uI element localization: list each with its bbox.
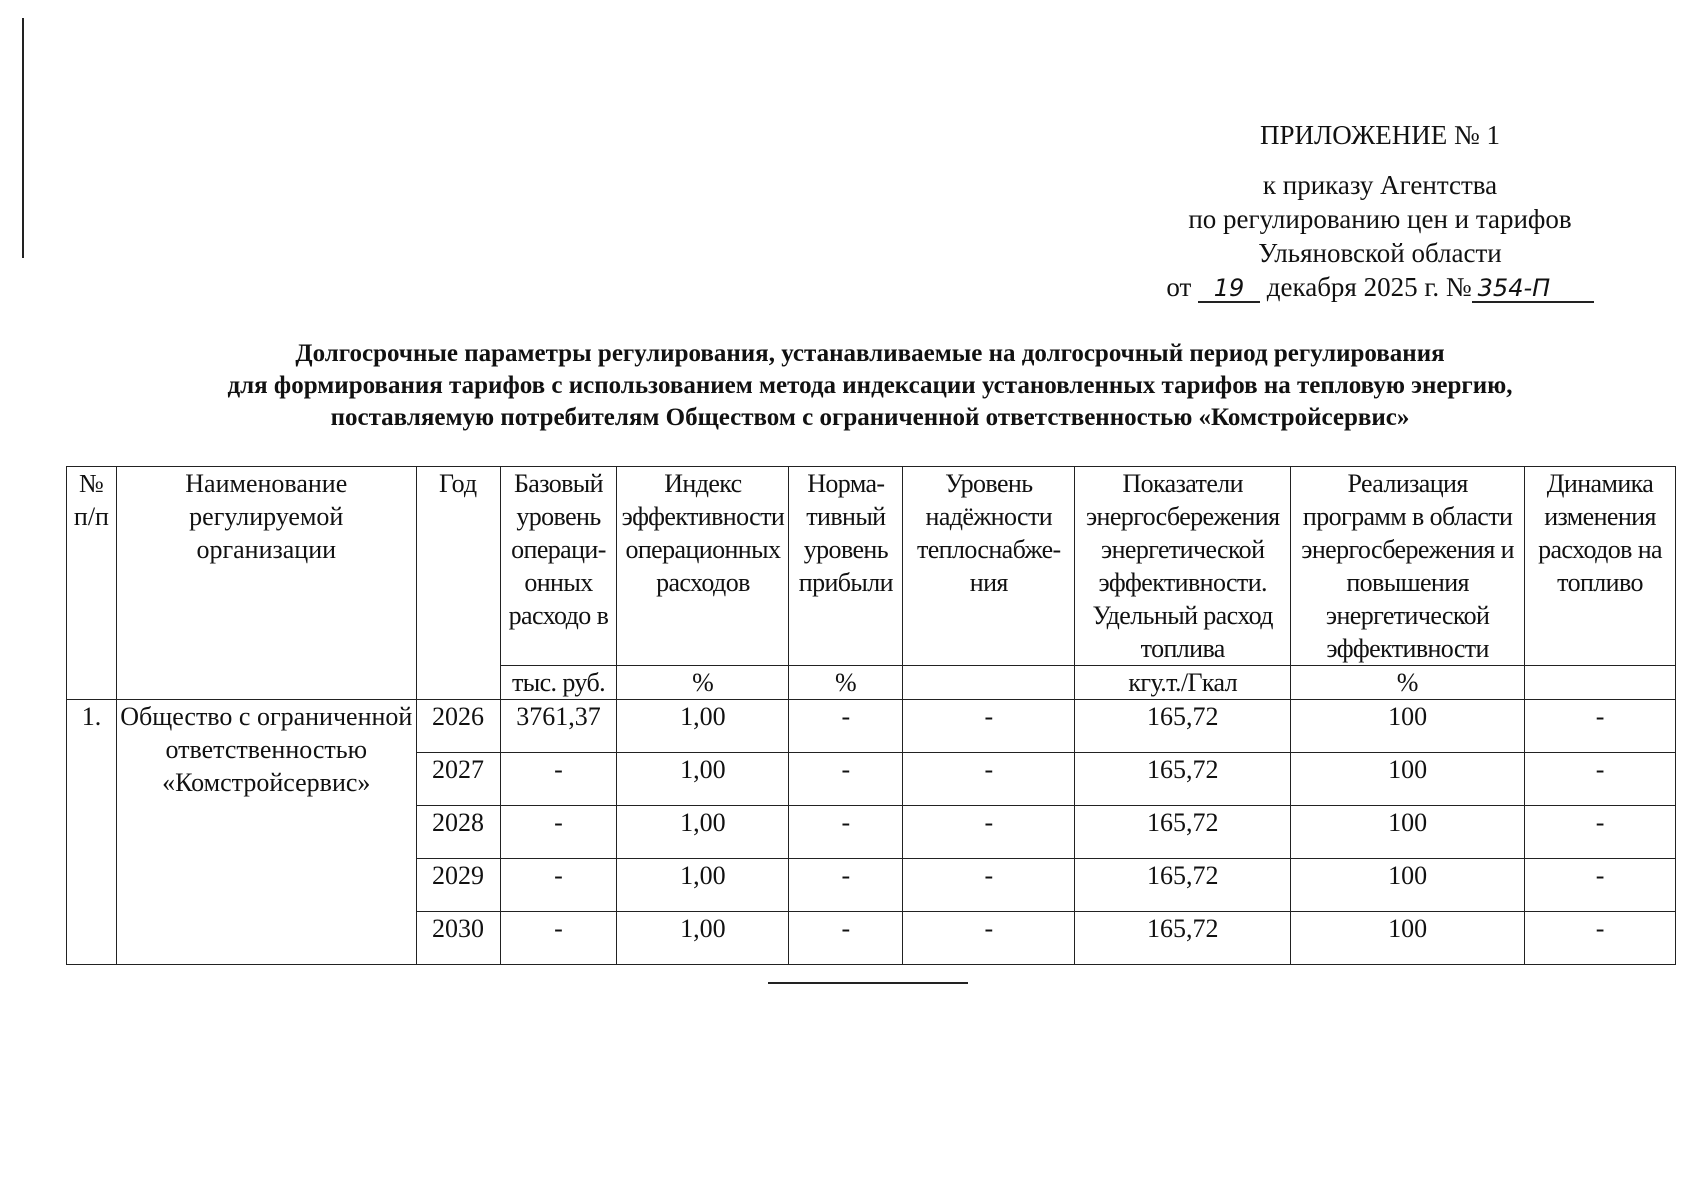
annex-line-1: к приказу Агентства bbox=[1262, 170, 1498, 200]
header-base-opex: Базовый уровень операци-онных расходо в bbox=[500, 467, 617, 666]
cell-profit: - bbox=[789, 753, 903, 806]
cell-base: - bbox=[500, 753, 617, 806]
document-heading bbox=[60, 338, 1680, 434]
unit-fuel-rate: кгу.т./Гкал bbox=[1075, 666, 1291, 700]
cell-dynamics: - bbox=[1525, 700, 1676, 753]
cell-index: 1,00 bbox=[617, 806, 789, 859]
cell-profit: - bbox=[789, 912, 903, 965]
cell-base: - bbox=[500, 912, 617, 965]
cell-index: 1,00 bbox=[617, 912, 789, 965]
cell-year: 2027 bbox=[416, 753, 500, 806]
cell-reliability: - bbox=[903, 753, 1075, 806]
annex-title: ПРИЛОЖЕНИЕ № 1 bbox=[1259, 120, 1501, 150]
cell-reliability: - bbox=[903, 806, 1075, 859]
cell-profit: - bbox=[789, 859, 903, 912]
header-profit-level: Норма-тивный уровень прибыли bbox=[789, 467, 903, 666]
cell-fuel: 165,72 bbox=[1075, 700, 1291, 753]
cell-reliability: - bbox=[903, 700, 1075, 753]
header-organization: Наименование регулируемой организации bbox=[116, 467, 416, 700]
cell-reliability: - bbox=[903, 912, 1075, 965]
date-prefix: от bbox=[1166, 272, 1192, 302]
header-fuel-rate: Показатели энергосбережения энергетической эффективности. Удельный расход топлива bbox=[1075, 467, 1291, 666]
heading-line-2: для формирования тарифов с использованием метода индексации установленных тарифов на тепловую энергию, bbox=[227, 372, 1513, 399]
header-year: Год bbox=[416, 467, 500, 700]
annex-line-2: по регулированию цен и тарифов bbox=[1188, 204, 1572, 234]
unit-profit-level: % bbox=[789, 666, 903, 700]
closing-divider bbox=[768, 982, 968, 984]
cell-fuel: 165,72 bbox=[1075, 806, 1291, 859]
annex-line-3: Ульяновской области bbox=[1258, 238, 1502, 268]
cell-reliability: - bbox=[903, 859, 1075, 912]
parameters-table bbox=[66, 466, 1676, 965]
cell-year: 2029 bbox=[416, 859, 500, 912]
cell-program: 100 bbox=[1291, 912, 1525, 965]
date-middle: декабря 2025 г. № bbox=[1266, 272, 1472, 302]
cell-profit: - bbox=[789, 700, 903, 753]
cell-index: 1,00 bbox=[617, 700, 789, 753]
cell-year: 2030 bbox=[416, 912, 500, 965]
handwritten-order-number: 354-П bbox=[1472, 275, 1594, 303]
header-fuel-dynamics: Динамика изменения расходов на топливо bbox=[1525, 467, 1676, 666]
cell-fuel: 165,72 bbox=[1075, 859, 1291, 912]
cell-fuel: 165,72 bbox=[1075, 912, 1291, 965]
heading-line-1: Долгосрочные параметры регулирования, устанавливаемые на долгосрочный период регулирования bbox=[295, 340, 1445, 367]
cell-dynamics: - bbox=[1525, 753, 1676, 806]
cell-index: 1,00 bbox=[617, 753, 789, 806]
cell-dynamics: - bbox=[1525, 859, 1676, 912]
unit-fuel-dynamics bbox=[1525, 666, 1676, 700]
unit-reliability bbox=[903, 666, 1075, 700]
cell-index: 1,00 bbox=[617, 859, 789, 912]
cell-program: 100 bbox=[1291, 753, 1525, 806]
unit-program: % bbox=[1291, 666, 1525, 700]
header-reliability: Уровень надёжности теплоснабже-ния bbox=[903, 467, 1075, 666]
cell-program: 100 bbox=[1291, 806, 1525, 859]
header-row bbox=[67, 467, 1676, 666]
cell-base: - bbox=[500, 859, 617, 912]
cell-base: - bbox=[500, 806, 617, 859]
cell-year: 2026 bbox=[416, 700, 500, 753]
cell-profit: - bbox=[789, 806, 903, 859]
cell-program: 100 bbox=[1291, 859, 1525, 912]
heading-line-3: поставляемую потребителям Обществом с ограниченной ответственностью «Комстройсервис» bbox=[330, 404, 1410, 431]
header-number: № п/п bbox=[67, 467, 117, 700]
margin-line bbox=[22, 18, 24, 258]
org-number: 1. bbox=[67, 700, 117, 965]
cell-base: 3761,37 bbox=[500, 700, 617, 753]
unit-efficiency-index: % bbox=[617, 666, 789, 700]
cell-dynamics: - bbox=[1525, 806, 1676, 859]
org-name: Общество с ограниченной ответственностью «Комстройсервис» bbox=[116, 700, 416, 965]
cell-dynamics: - bbox=[1525, 912, 1676, 965]
cell-fuel: 165,72 bbox=[1075, 753, 1291, 806]
annex-date-line bbox=[1100, 270, 1660, 304]
cell-program: 100 bbox=[1291, 700, 1525, 753]
unit-base-opex: тыс. руб. bbox=[500, 666, 617, 700]
cell-year: 2028 bbox=[416, 806, 500, 859]
handwritten-day: 19 bbox=[1198, 275, 1260, 303]
header-program: Реализация программ в области энергосбережения и повышения энергетической эффективности bbox=[1291, 467, 1525, 666]
table-row bbox=[67, 700, 1676, 753]
header-efficiency-index: Индекс эффективности операционных расходов bbox=[617, 467, 789, 666]
